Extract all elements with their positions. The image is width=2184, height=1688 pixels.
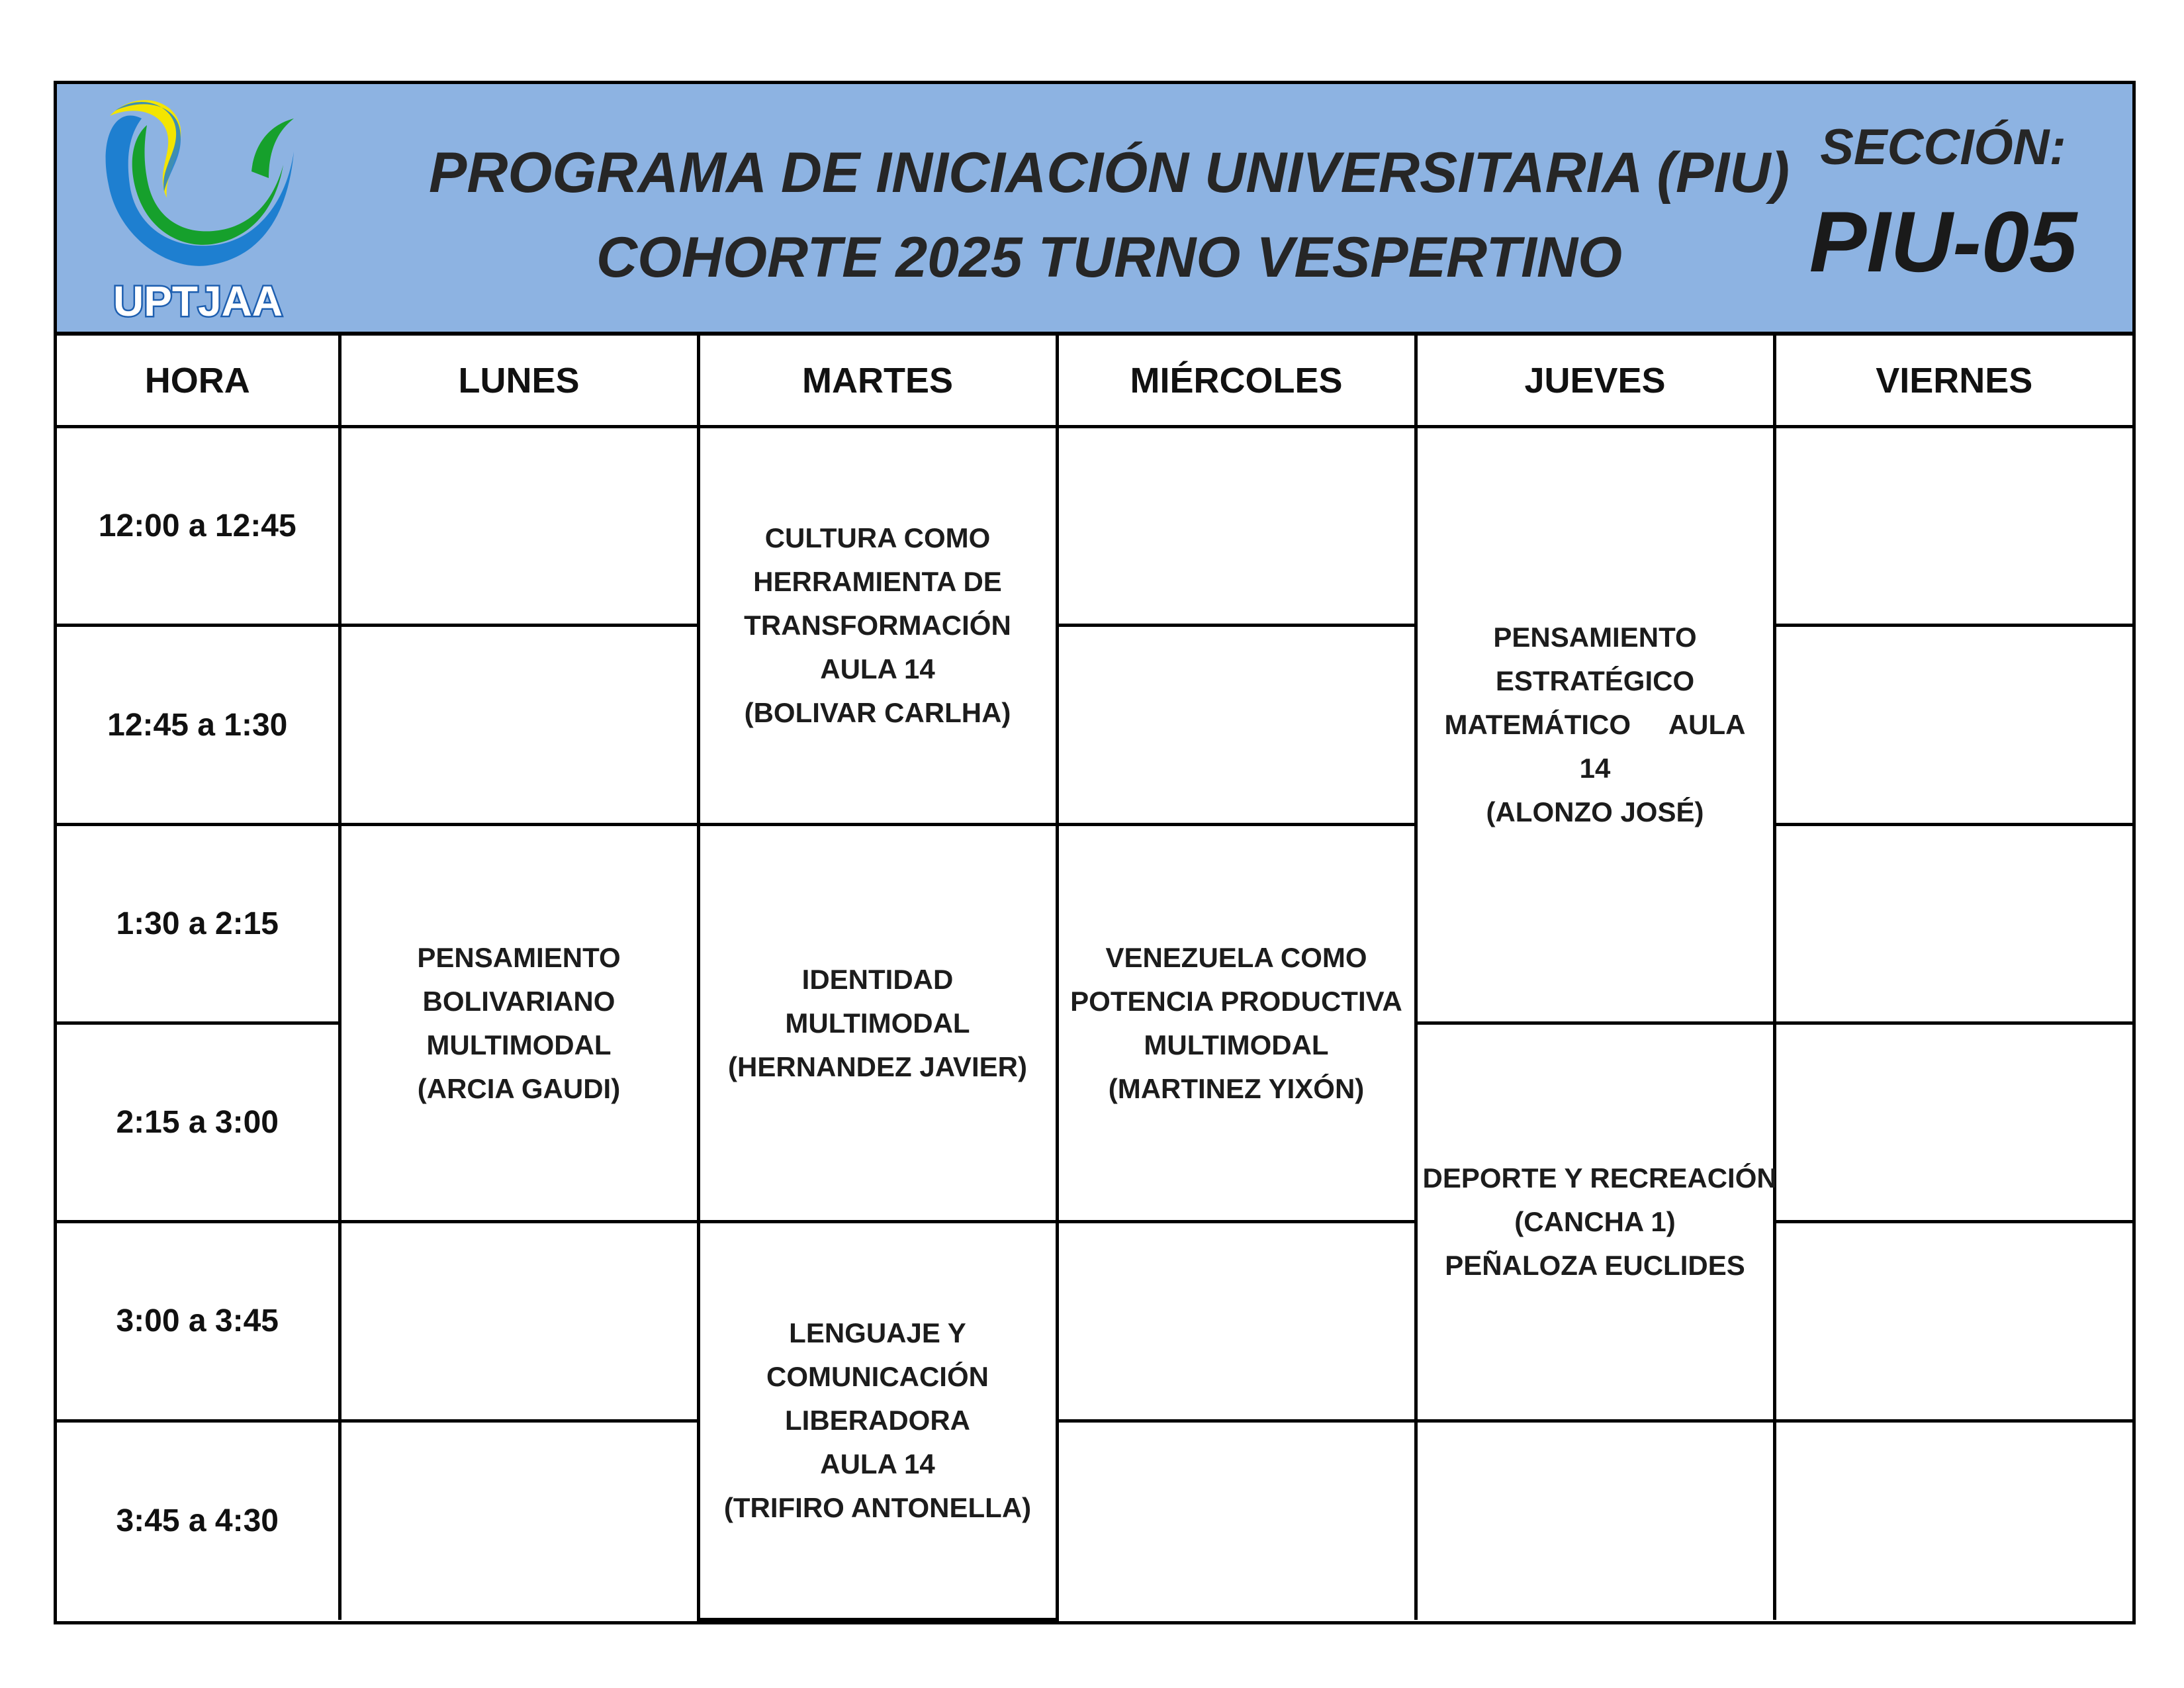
section-label: SECCIÓN: <box>1820 119 2066 175</box>
schedule-sheet <box>54 81 2136 1624</box>
class-line: LENGUAJE Y <box>789 1317 966 1349</box>
empty-cell <box>1057 1421 1416 1619</box>
hour-slot: 12:45 a 1:30 <box>57 626 340 824</box>
class-line: (ARCIA GAUDI) <box>417 1072 621 1104</box>
empty-cell <box>340 1222 698 1421</box>
class-line: (ALONZO JOSÉ) <box>1486 796 1704 828</box>
class-venezuela <box>1057 824 1416 1222</box>
class-line: MULTIMODAL <box>426 1029 612 1060</box>
empty-cell <box>1057 626 1416 824</box>
header-banner <box>57 84 2132 336</box>
hour-slot: 12:00 a 12:45 <box>57 427 340 626</box>
hour-slot: 3:45 a 4:30 <box>57 1421 340 1619</box>
class-line: PEÑALOZA EUCLIDES <box>1445 1249 1745 1281</box>
empty-cell <box>340 626 698 824</box>
header-hora: HORA <box>57 336 340 427</box>
class-line: PENSAMIENTO <box>1493 622 1697 653</box>
class-line: IDENTIDAD <box>801 963 954 995</box>
header-miercoles: MIÉRCOLES <box>1057 336 1416 427</box>
class-line: AULA 14 <box>820 653 935 684</box>
class-pensamiento-estrategico <box>1416 427 1774 1023</box>
class-line: (CANCHA 1) <box>1514 1205 1676 1237</box>
class-line: AULA 14 <box>820 1448 935 1480</box>
class-deporte <box>1416 1023 1777 1421</box>
empty-cell <box>340 1421 698 1619</box>
header-lunes: LUNES <box>340 336 698 427</box>
empty-cell <box>1057 1222 1416 1421</box>
class-line: VENEZUELA COMO <box>1105 941 1367 973</box>
empty-cell <box>340 427 698 626</box>
schedule-table <box>57 336 2132 1621</box>
class-line: MULTIMODAL <box>1144 1029 1329 1060</box>
class-line: CULTURA COMO <box>764 522 991 553</box>
header-viernes: VIERNES <box>1774 336 2132 427</box>
program-title: PROGRAMA DE INICIACIÓN UNIVERSITARIA (PIU) <box>428 141 1790 205</box>
class-pensamiento-bolivariano <box>340 824 698 1222</box>
hour-slot: 1:30 a 2:15 <box>57 824 340 1023</box>
class-line: HERRAMIENTA DE <box>753 565 1002 597</box>
header-martes: MARTES <box>698 336 1057 427</box>
class-line: (BOLIVAR CARLHA) <box>744 696 1011 728</box>
class-cultura <box>698 427 1057 825</box>
empty-cell <box>1774 1421 2132 1619</box>
class-line: (HERNANDEZ JAVIER) <box>728 1051 1027 1082</box>
class-lenguaje <box>698 1222 1057 1620</box>
class-line: (TRIFIRO ANTONELLA) <box>723 1492 1032 1524</box>
empty-cell <box>1774 1023 2132 1222</box>
empty-cell <box>1774 427 2132 626</box>
class-identidad <box>698 824 1057 1222</box>
svg-text:UPTJAA: UPTJAA <box>113 277 283 324</box>
class-line: COMUNICACIÓN <box>766 1361 989 1393</box>
header-jueves: JUEVES <box>1416 336 1774 427</box>
class-line: MULTIMODAL <box>785 1007 970 1039</box>
class-line: BOLIVARIANO <box>422 985 615 1017</box>
class-line: PENSAMIENTO <box>417 941 621 973</box>
class-line: 14 <box>1579 753 1611 784</box>
empty-cell <box>1057 427 1416 626</box>
empty-cell <box>1774 824 2132 1023</box>
cohort-title: COHORTE 2025 TURNO VESPERTINO <box>596 226 1622 289</box>
class-line: ESTRATÉGICO <box>1495 665 1695 697</box>
title-block <box>348 130 1870 300</box>
empty-cell <box>1774 626 2132 824</box>
class-line: POTENCIA PRODUCTIVA <box>1070 985 1402 1017</box>
hour-slot: 2:15 a 3:00 <box>57 1023 340 1222</box>
uptjaa-logo <box>95 92 300 324</box>
class-line: LIBERADORA <box>785 1405 970 1436</box>
class-line: MATEMÁTICO AULA <box>1444 709 1746 741</box>
empty-cell <box>1774 1222 2132 1421</box>
class-line: DEPORTE Y RECREACIÓN <box>1422 1162 1777 1194</box>
class-line: TRANSFORMACIÓN <box>744 609 1011 641</box>
empty-cell <box>1416 1421 1774 1619</box>
hour-slot: 3:00 a 3:45 <box>57 1222 340 1421</box>
section-code: PIU-05 <box>1809 193 2077 290</box>
class-line: (MARTINEZ YIXÓN) <box>1108 1072 1365 1104</box>
